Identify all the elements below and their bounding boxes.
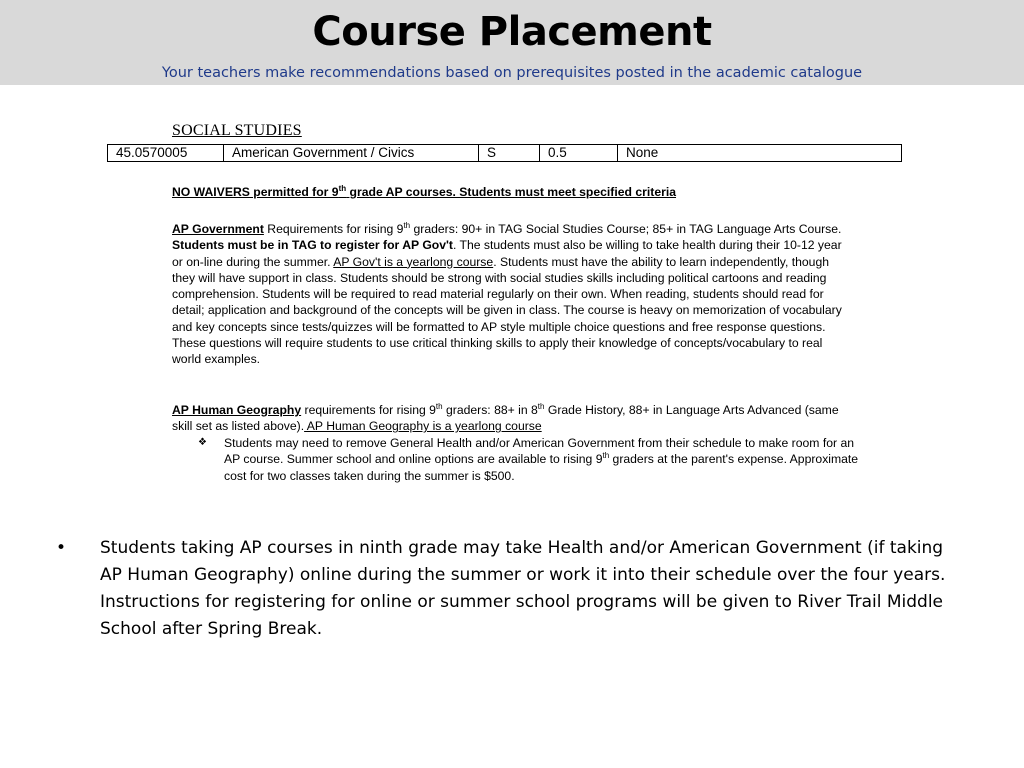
ap-government-paragraph: [172, 221, 852, 368]
table-row: [108, 145, 902, 162]
slide-subtitle: Your teachers make recommendations based on prerequisites posted in the academic catalogue: [161, 65, 863, 81]
waiver-notice: [172, 184, 852, 200]
ap-geo-bullet-text: [224, 435, 864, 484]
ap-geo-text-2: graders: 88+ in 8: [442, 403, 538, 417]
course-term-cell: S: [479, 145, 540, 162]
waiver-text-b: grade AP courses. Students must meet specified criteria: [346, 185, 677, 199]
ap-gov-text-2: graders: 90+ in TAG Social Studies Course; 85+ in TAG Language Arts Course.: [410, 222, 842, 236]
course-credit-cell: 0.5: [540, 145, 618, 162]
ap-geo-heading: AP Human Geography: [172, 403, 302, 417]
ap-geo-sup-1: th: [435, 401, 443, 411]
summary-bullet-text: Students taking AP courses in ninth grade may take Health and/or American Government (if taking AP Human Geography) online during the summer or work it into their schedule over the four years. Instructions for registering for online or summer school programs will be given to River Trail Middle School after Spring Break.: [100, 538, 946, 639]
ap-gov-sup: th: [403, 220, 411, 230]
course-name-cell: American Government / Civics: [224, 145, 479, 162]
ap-geo-yearlong-note: AP Human Geography is a yearlong course: [304, 419, 542, 434]
ap-gov-text-3: . The students must also be willing to take health during their 10-12 year or on-line during the summer.: [172, 238, 842, 269]
ap-gov-heading: AP Government: [172, 222, 264, 236]
catalogue-excerpt: [106, 120, 906, 490]
ap-gov-yearlong-note: AP Gov't is a yearlong course: [333, 254, 494, 269]
bullet-dot-icon: •: [56, 538, 67, 558]
waiver-sup: th: [338, 183, 347, 193]
title-banner: [0, 0, 1024, 85]
ap-gov-text-1: Requirements for rising 9: [263, 222, 404, 236]
slide-title: Course Placement: [312, 9, 712, 55]
ap-geo-bullet-sup: th: [602, 451, 610, 461]
ap-geo-sup-2: th: [537, 401, 545, 411]
ap-geo-text-3: Grade History, 88+ in Language Arts Advanced (same skill set as listed above).: [172, 403, 839, 434]
ap-gov-bold-note: Students must be in TAG to register for AP Gov't: [172, 238, 453, 253]
ap-geo-bullet-a: Students may need to remove General Health and/or American Government from their schedule to make room for an AP course. Summer school and online options are available to rising 9: [224, 436, 855, 467]
ap-human-geography-paragraph: [172, 402, 852, 435]
course-table: [107, 144, 902, 162]
section-heading: SOCIAL STUDIES: [172, 122, 302, 139]
ap-geo-bullet-b: graders at the parent's expense. Approximate cost for two classes taken during the summer is $500.: [224, 452, 859, 483]
ap-gov-text-4: . Students must have the ability to learn independently, though they will have support in class. Students should be strong with social studies skills including political cartoons and reading comprehension. Students will be required to read material regularly on their own. When reading, students should read for detail; application and background of the concepts will be given in class. The course is heavy on memorization of vocabulary and key concepts since tests/quizzes will be formatted to AP style multiple choice questions and free response questions. These questions will require students to use critical thinking skills to apply their knowledge of concepts/vocabulary to real world examples.: [172, 254, 842, 367]
diamond-bullet-icon: ❖: [198, 437, 207, 448]
course-code-cell: 45.0570005: [108, 145, 224, 162]
waiver-text-a: NO WAIVERS permitted for 9: [172, 185, 339, 199]
course-prereq-cell: None: [618, 145, 902, 162]
ap-geo-text-1: requirements for rising 9: [301, 403, 436, 417]
